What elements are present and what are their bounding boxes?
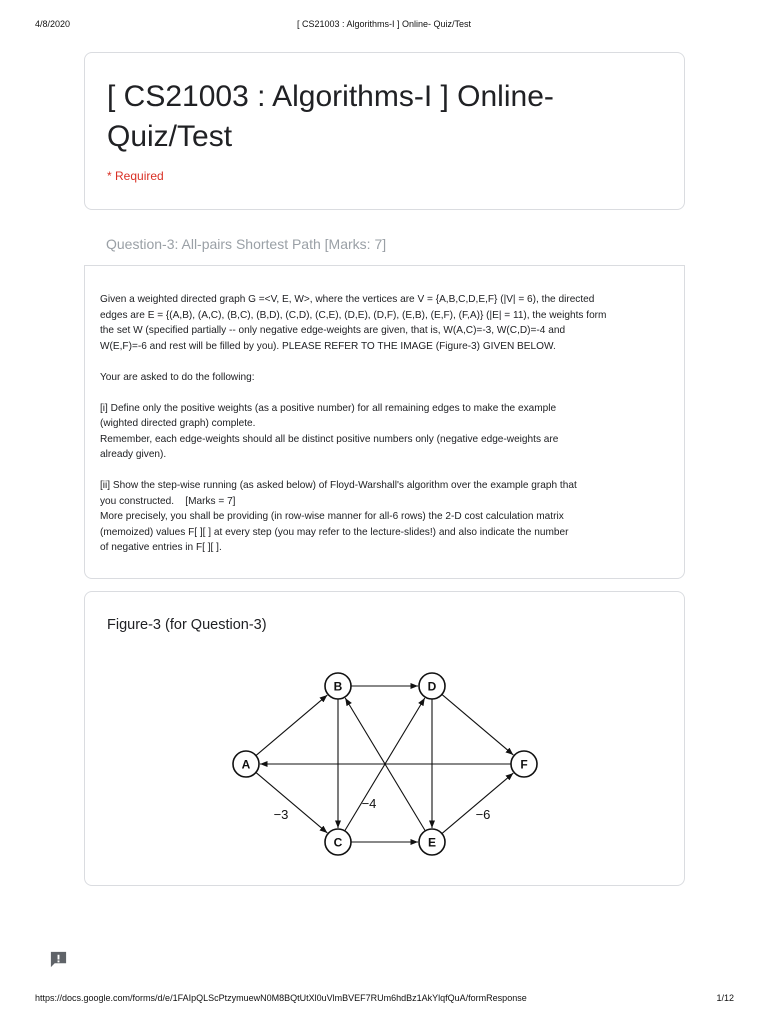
print-date: 4/8/2020 bbox=[35, 19, 71, 29]
feedback-icon[interactable] bbox=[49, 950, 68, 969]
edge-D-F bbox=[442, 694, 513, 755]
graph-diagram bbox=[85, 592, 686, 887]
print-page-number: 1/12 bbox=[716, 993, 734, 1003]
section-title: Question-3: All-pairs Shortest Path [Marks: 7] bbox=[106, 236, 387, 252]
form-header-card bbox=[84, 52, 685, 210]
question-card bbox=[84, 265, 685, 579]
edge-label-C-D: −4 bbox=[361, 796, 377, 811]
edge-label-E-F: −6 bbox=[475, 807, 491, 822]
node-label-B: B bbox=[333, 679, 343, 694]
node-label-E: E bbox=[427, 835, 437, 850]
node-D bbox=[419, 673, 445, 699]
node-label-D: D bbox=[427, 679, 437, 694]
node-E bbox=[419, 829, 445, 855]
node-B bbox=[325, 673, 351, 699]
form-title: [ CS21003 : Algorithms-I ] Online-Quiz/Test bbox=[107, 80, 554, 153]
graph-edge-labels bbox=[274, 796, 491, 822]
figure-title: Figure-3 (for Question-3) bbox=[107, 617, 267, 633]
node-F bbox=[511, 751, 537, 777]
node-A bbox=[233, 751, 259, 777]
figure-card bbox=[84, 591, 685, 886]
print-doc-title: [ CS21003 : Algorithms-I ] Online- Quiz/Test bbox=[296, 19, 472, 29]
edge-E-F bbox=[442, 773, 513, 834]
edge-A-C bbox=[256, 772, 327, 833]
question-description: Given a weighted directed graph G =<V, E, W>, where the vertices are V = {A,B,C,D,E,F} (|V| = 6), the directed edges are E = {(A,B), (A,C), (B,C), (B,D), (C,D), (C,E), (D,E), (D,F), (E,B), (E,F), (F,A)} (|E| = 11), the weights form the set W (specified partially -- only negative edge-weights are given, that is, W(A,C)=-3, W(C,D)=-4 and W(E,F)=-6 and rest will be filled by you). PLEASE REFER TO THE IMAGE (Figure-3) GIVEN BELOW. Your are asked to do the following: [i] Define only the positive weights (as a positive number) for all remaining edges to make the example (wighted directed graph) complete. Remember, each edge-weights should all be distinct positive numbers only (negative edge-weights are already given). [ii] Show the step-wise running (as asked below) of Floyd-Warshall's algorithm over the example graph that you constructed. [Marks = 7] More precisely, you shall be providing (in row-wise manner for all-6 rows) the 2-D cost calculation matrix (memoized) values F[ ][ ] at every step (you may refer to the lecture-slides!) and also indicate the number of negative entries in F[ ][ ]. bbox=[100, 294, 607, 553]
print-url: https://docs.google.com/forms/d/e/1FAIpQLScPtzymuewN0M8BQtUtXl0uVlmBVEF7RUm6hdBz1AkYlqfQuA/formResponse bbox=[35, 993, 527, 1003]
node-label-F: F bbox=[520, 757, 528, 772]
node-label-A: A bbox=[241, 757, 251, 772]
node-C bbox=[325, 829, 351, 855]
edge-A-B bbox=[256, 695, 327, 756]
required-note: * Required bbox=[107, 169, 164, 183]
edge-label-A-C: −3 bbox=[273, 807, 289, 822]
node-label-C: C bbox=[333, 835, 343, 850]
